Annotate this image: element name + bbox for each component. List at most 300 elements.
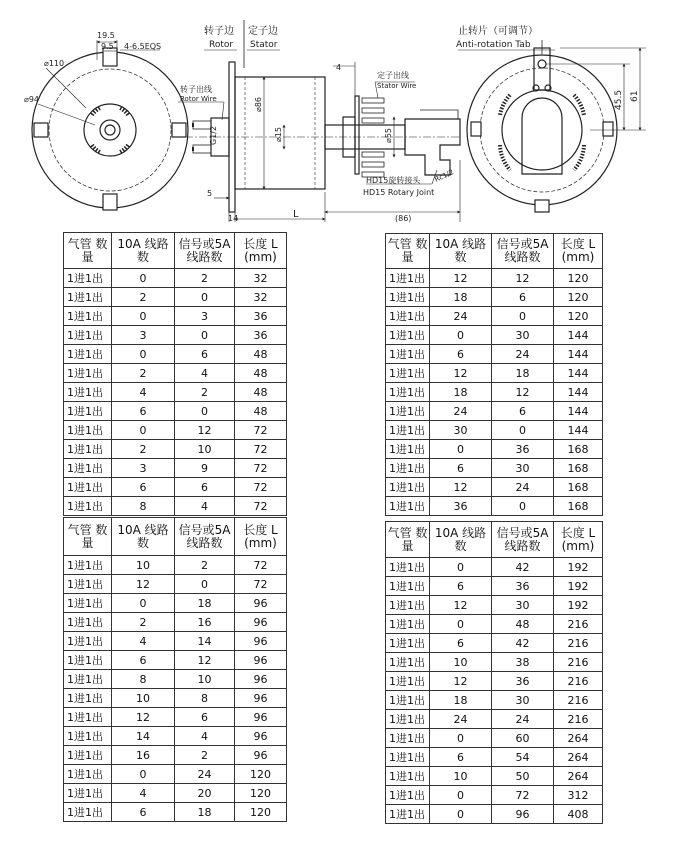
cell-10a-circuits: 3 [112, 459, 175, 478]
cell-length: 72 [235, 478, 287, 497]
cell-10a-circuits: 18 [430, 383, 492, 402]
table-row [386, 269, 603, 288]
cell-air-pipes: 1进1出 [64, 364, 112, 383]
cell-signal-5a-circuits: 0 [175, 288, 235, 307]
cell-length: 96 [235, 651, 287, 670]
table-row [386, 615, 603, 634]
cell-length: 168 [554, 459, 603, 478]
cell-signal-5a-circuits: 2 [175, 746, 235, 765]
dim-14: 14 [228, 214, 239, 223]
table-row [64, 727, 287, 746]
cell-10a-circuits: 2 [112, 440, 175, 459]
cell-length: 72 [235, 497, 287, 516]
cell-length: 192 [554, 558, 603, 577]
dim-61: 61 [630, 90, 640, 102]
cell-air-pipes: 1进1出 [64, 288, 112, 307]
cell-length: 96 [235, 670, 287, 689]
stator-wire-en: Stator Wire [377, 82, 417, 90]
cell-air-pipes: 1进1出 [386, 805, 430, 824]
cell-length: 36 [235, 307, 287, 326]
cell-length: 144 [554, 383, 603, 402]
rotor-side-en: Rotor [209, 40, 234, 50]
table-row [64, 613, 287, 632]
cell-signal-5a-circuits: 10 [175, 670, 235, 689]
cell-air-pipes: 1进1出 [386, 478, 430, 497]
dim-5: 5 [207, 189, 213, 198]
cell-length: 120 [554, 307, 603, 326]
cell-10a-circuits: 0 [430, 805, 492, 824]
cell-length: 216 [554, 653, 603, 672]
cell-signal-5a-circuits: 54 [492, 748, 554, 767]
dim-86-paren: (86) [395, 214, 412, 223]
cell-length: 144 [554, 345, 603, 364]
table-row [386, 421, 603, 440]
cell-air-pipes: 1进1出 [386, 421, 430, 440]
table-row [64, 803, 287, 822]
cell-length: 72 [235, 556, 287, 575]
cell-length: 192 [554, 577, 603, 596]
header-air-pipes: 气管 数量 [386, 522, 430, 558]
cell-signal-5a-circuits: 6 [175, 345, 235, 364]
spec-table-4 [385, 521, 603, 824]
cell-signal-5a-circuits: 6 [175, 708, 235, 727]
spec-table-1 [63, 232, 287, 516]
cell-length: 96 [235, 689, 287, 708]
cell-air-pipes: 1进1出 [64, 594, 112, 613]
cell-10a-circuits: 12 [430, 672, 492, 691]
cell-length: 96 [235, 594, 287, 613]
cell-10a-circuits: 6 [430, 748, 492, 767]
cell-10a-circuits: 0 [112, 421, 175, 440]
cell-air-pipes: 1进1出 [386, 615, 430, 634]
cell-air-pipes: 1进1出 [64, 269, 112, 288]
cell-10a-circuits: 6 [430, 345, 492, 364]
cell-10a-circuits: 14 [112, 727, 175, 746]
cell-10a-circuits: 18 [430, 288, 492, 307]
stator-side-en: Stator [250, 40, 278, 50]
header-air-pipes: 气管 数量 [64, 518, 112, 556]
dim-4: 4 [336, 63, 342, 72]
table-row [386, 326, 603, 345]
cell-length: 96 [235, 632, 287, 651]
cell-signal-5a-circuits: 20 [175, 784, 235, 803]
table-row [64, 689, 287, 708]
table-row [64, 594, 287, 613]
cell-air-pipes: 1进1出 [64, 326, 112, 345]
cell-10a-circuits: 2 [112, 613, 175, 632]
stator-wire-cn: 定子出线 [377, 71, 409, 80]
cell-length: 216 [554, 634, 603, 653]
dim-d55: ⌀55 [384, 128, 393, 143]
cell-signal-5a-circuits: 3 [175, 307, 235, 326]
cell-air-pipes: 1进1出 [386, 786, 430, 805]
cell-length: 96 [235, 727, 287, 746]
cell-signal-5a-circuits: 2 [175, 556, 235, 575]
cell-air-pipes: 1进1出 [386, 288, 430, 307]
cell-signal-5a-circuits: 12 [175, 421, 235, 440]
cell-signal-5a-circuits: 0 [492, 497, 554, 516]
cell-length: 312 [554, 786, 603, 805]
cell-signal-5a-circuits: 0 [492, 307, 554, 326]
cell-10a-circuits: 0 [112, 307, 175, 326]
header-length: 长度 L (mm) [554, 234, 603, 269]
cell-signal-5a-circuits: 0 [175, 575, 235, 594]
table-row [64, 288, 287, 307]
table-row [64, 364, 287, 383]
cell-10a-circuits: 24 [430, 710, 492, 729]
header-length: 长度 L (mm) [235, 233, 287, 269]
cell-air-pipes: 1进1出 [386, 748, 430, 767]
cell-signal-5a-circuits: 18 [175, 594, 235, 613]
cell-length: 72 [235, 575, 287, 594]
cell-signal-5a-circuits: 18 [492, 364, 554, 383]
cell-air-pipes: 1进1出 [386, 767, 430, 786]
table-row [64, 746, 287, 765]
cell-10a-circuits: 6 [112, 478, 175, 497]
cell-signal-5a-circuits: 10 [175, 440, 235, 459]
header-air-pipes: 气管 数量 [386, 234, 430, 269]
cell-10a-circuits: 0 [112, 345, 175, 364]
cell-10a-circuits: 30 [430, 421, 492, 440]
cell-10a-circuits: 12 [430, 596, 492, 615]
cell-signal-5a-circuits: 42 [492, 634, 554, 653]
table-row [386, 478, 603, 497]
table-row [386, 691, 603, 710]
cell-air-pipes: 1进1出 [386, 497, 430, 516]
cell-air-pipes: 1进1出 [386, 459, 430, 478]
cell-length: 168 [554, 440, 603, 459]
cell-10a-circuits: 12 [112, 575, 175, 594]
header-length: 长度 L (mm) [235, 518, 287, 556]
cell-length: 408 [554, 805, 603, 824]
cell-length: 72 [235, 440, 287, 459]
rear-view-right [458, 40, 646, 212]
dim-9-5: 9.5 [101, 42, 114, 51]
cell-10a-circuits: 10 [430, 653, 492, 672]
cell-10a-circuits: 6 [430, 577, 492, 596]
table-row [386, 672, 603, 691]
cell-10a-circuits: 16 [112, 746, 175, 765]
cell-length: 120 [235, 803, 287, 822]
cell-length: 264 [554, 767, 603, 786]
cell-10a-circuits: 0 [430, 729, 492, 748]
cell-signal-5a-circuits: 2 [175, 269, 235, 288]
cell-signal-5a-circuits: 60 [492, 729, 554, 748]
cell-length: 216 [554, 615, 603, 634]
cell-air-pipes: 1进1出 [64, 727, 112, 746]
table-row [64, 307, 287, 326]
anti-rotation-cn: 止转片（可调节） [458, 26, 538, 37]
table-row [64, 556, 287, 575]
cell-10a-circuits: 0 [430, 615, 492, 634]
rotary-joint-cn: HD15旋转接头 [366, 176, 421, 185]
cell-air-pipes: 1进1出 [64, 402, 112, 421]
table-row [386, 710, 603, 729]
cell-signal-5a-circuits: 30 [492, 596, 554, 615]
cell-air-pipes: 1进1出 [386, 691, 430, 710]
anti-rotation-en: Anti-rotation Tab [456, 40, 531, 50]
table-row [386, 653, 603, 672]
table-row [64, 402, 287, 421]
cell-air-pipes: 1进1出 [386, 596, 430, 615]
cell-air-pipes: 1进1出 [386, 364, 430, 383]
cell-signal-5a-circuits: 4 [175, 497, 235, 516]
cell-signal-5a-circuits: 4 [175, 364, 235, 383]
cell-signal-5a-circuits: 30 [492, 459, 554, 478]
table-row [64, 784, 287, 803]
cell-signal-5a-circuits: 48 [492, 615, 554, 634]
table-row [386, 748, 603, 767]
table-row [386, 440, 603, 459]
cell-10a-circuits: 6 [112, 402, 175, 421]
header-length: 长度 L (mm) [554, 522, 603, 558]
spec-table-3 [63, 517, 287, 822]
cell-length: 48 [235, 402, 287, 421]
cell-air-pipes: 1进1出 [386, 710, 430, 729]
cell-length: 72 [235, 421, 287, 440]
cell-10a-circuits: 0 [112, 765, 175, 784]
cell-air-pipes: 1进1出 [386, 307, 430, 326]
cell-10a-circuits: 10 [112, 556, 175, 575]
table-row [64, 765, 287, 784]
dim-d86: ⌀86 [254, 97, 263, 112]
technical-drawing [0, 0, 681, 230]
cell-air-pipes: 1进1出 [64, 765, 112, 784]
table-row [64, 632, 287, 651]
cell-signal-5a-circuits: 36 [492, 672, 554, 691]
rotor-wire-cn: 转子出线 [180, 85, 212, 94]
cell-air-pipes: 1进1出 [386, 634, 430, 653]
table-row [386, 767, 603, 786]
cell-10a-circuits: 12 [430, 269, 492, 288]
cell-length: 96 [235, 708, 287, 727]
cell-air-pipes: 1进1出 [386, 326, 430, 345]
cell-10a-circuits: 0 [430, 786, 492, 805]
header-signal-5a-circuits: 信号或5A 线路数 [175, 233, 235, 269]
cell-length: 32 [235, 288, 287, 307]
cell-10a-circuits: 0 [112, 594, 175, 613]
cell-length: 120 [235, 765, 287, 784]
table-row [386, 402, 603, 421]
dim-holes: 4-6.5EQS [124, 42, 162, 51]
rotary-joint-en: HD15 Rotary Joint [363, 188, 435, 197]
cell-signal-5a-circuits: 24 [175, 765, 235, 784]
cell-air-pipes: 1进1出 [64, 670, 112, 689]
table-row [64, 708, 287, 727]
cell-air-pipes: 1进1出 [64, 497, 112, 516]
table-row [64, 326, 287, 345]
cell-air-pipes: 1进1出 [64, 613, 112, 632]
cell-10a-circuits: 36 [430, 497, 492, 516]
cell-air-pipes: 1进1出 [64, 651, 112, 670]
cell-air-pipes: 1进1出 [64, 440, 112, 459]
cell-10a-circuits: 8 [112, 497, 175, 516]
cell-length: 96 [235, 746, 287, 765]
cell-length: 216 [554, 710, 603, 729]
cell-10a-circuits: 8 [112, 670, 175, 689]
cell-10a-circuits: 12 [430, 478, 492, 497]
cell-air-pipes: 1进1出 [386, 383, 430, 402]
dim-L: L [293, 209, 299, 220]
cell-signal-5a-circuits: 50 [492, 767, 554, 786]
cell-signal-5a-circuits: 12 [492, 269, 554, 288]
cell-length: 48 [235, 345, 287, 364]
cell-air-pipes: 1进1出 [64, 556, 112, 575]
cell-air-pipes: 1进1出 [64, 575, 112, 594]
cell-signal-5a-circuits: 36 [492, 440, 554, 459]
cell-10a-circuits: 24 [430, 307, 492, 326]
cell-length: 120 [554, 288, 603, 307]
cell-signal-5a-circuits: 96 [492, 805, 554, 824]
cell-length: 72 [235, 459, 287, 478]
table-row [386, 805, 603, 824]
cell-length: 120 [554, 269, 603, 288]
cell-air-pipes: 1进1出 [64, 784, 112, 803]
cell-signal-5a-circuits: 0 [492, 421, 554, 440]
table-row [386, 459, 603, 478]
cell-10a-circuits: 10 [112, 689, 175, 708]
dim-45-5: 45.5 [614, 89, 624, 110]
cell-10a-circuits: 10 [430, 767, 492, 786]
cell-air-pipes: 1进1出 [64, 307, 112, 326]
cell-length: 168 [554, 478, 603, 497]
cell-air-pipes: 1进1出 [64, 689, 112, 708]
table-row [386, 364, 603, 383]
header-signal-5a-circuits: 信号或5A 线路数 [492, 234, 554, 269]
cell-air-pipes: 1进1出 [64, 746, 112, 765]
cell-10a-circuits: 6 [430, 634, 492, 653]
table-row [64, 345, 287, 364]
cell-length: 144 [554, 421, 603, 440]
cell-length: 216 [554, 691, 603, 710]
cell-length: 32 [235, 269, 287, 288]
cell-10a-circuits: 12 [112, 708, 175, 727]
cell-air-pipes: 1进1出 [64, 478, 112, 497]
dim-d110: ⌀110 [44, 59, 65, 68]
cell-signal-5a-circuits: 24 [492, 478, 554, 497]
cell-10a-circuits: 6 [430, 459, 492, 478]
cell-length: 144 [554, 326, 603, 345]
cell-air-pipes: 1进1出 [64, 803, 112, 822]
header-signal-5a-circuits: 信号或5A 线路数 [175, 518, 235, 556]
cell-length: 144 [554, 364, 603, 383]
cell-air-pipes: 1进1出 [386, 653, 430, 672]
table-row [386, 497, 603, 516]
cell-air-pipes: 1进1出 [386, 440, 430, 459]
table-row [386, 786, 603, 805]
table-row [386, 345, 603, 364]
cell-10a-circuits: 0 [430, 558, 492, 577]
cell-air-pipes: 1进1出 [64, 345, 112, 364]
cell-air-pipes: 1进1出 [64, 708, 112, 727]
cell-10a-circuits: 2 [112, 364, 175, 383]
cell-air-pipes: 1进1出 [386, 672, 430, 691]
cell-signal-5a-circuits: 16 [175, 613, 235, 632]
cell-signal-5a-circuits: 2 [175, 383, 235, 402]
cell-10a-circuits: 18 [430, 691, 492, 710]
cell-signal-5a-circuits: 36 [492, 577, 554, 596]
cell-10a-circuits: 0 [112, 269, 175, 288]
header-signal-5a-circuits: 信号或5A 线路数 [492, 522, 554, 558]
cell-air-pipes: 1进1出 [64, 632, 112, 651]
header-10a-circuits: 10A 线路数 [430, 522, 492, 558]
cell-signal-5a-circuits: 6 [175, 478, 235, 497]
cell-10a-circuits: 4 [112, 784, 175, 803]
cell-air-pipes: 1进1出 [64, 459, 112, 478]
dim-d94: ⌀94 [24, 95, 39, 104]
cell-air-pipes: 1进1出 [386, 345, 430, 364]
dim-rc1-2: Rc1/2 [433, 168, 455, 184]
table-row [64, 421, 287, 440]
cell-10a-circuits: 4 [112, 632, 175, 651]
table-row [64, 670, 287, 689]
table-row [386, 288, 603, 307]
cell-10a-circuits: 3 [112, 326, 175, 345]
cell-air-pipes: 1进1出 [386, 402, 430, 421]
table-row [386, 558, 603, 577]
cell-signal-5a-circuits: 0 [175, 326, 235, 345]
table-row [64, 383, 287, 402]
cell-length: 36 [235, 326, 287, 345]
cell-signal-5a-circuits: 12 [175, 651, 235, 670]
cell-signal-5a-circuits: 6 [492, 288, 554, 307]
cell-length: 48 [235, 364, 287, 383]
table-row [64, 651, 287, 670]
cell-signal-5a-circuits: 0 [175, 402, 235, 421]
cell-10a-circuits: 6 [112, 651, 175, 670]
cell-signal-5a-circuits: 14 [175, 632, 235, 651]
cell-signal-5a-circuits: 9 [175, 459, 235, 478]
cell-signal-5a-circuits: 4 [175, 727, 235, 746]
cell-signal-5a-circuits: 42 [492, 558, 554, 577]
cell-length: 168 [554, 497, 603, 516]
table-row [386, 729, 603, 748]
table-row [386, 577, 603, 596]
cell-air-pipes: 1进1出 [64, 383, 112, 402]
dim-19-5: 19.5 [97, 31, 115, 40]
cell-length: 48 [235, 383, 287, 402]
cell-length: 96 [235, 613, 287, 632]
cell-10a-circuits: 24 [430, 402, 492, 421]
table-row [64, 478, 287, 497]
cell-signal-5a-circuits: 38 [492, 653, 554, 672]
header-10a-circuits: 10A 线路数 [430, 234, 492, 269]
cell-signal-5a-circuits: 24 [492, 710, 554, 729]
table-row [386, 307, 603, 326]
table-row [64, 575, 287, 594]
cell-10a-circuits: 6 [112, 803, 175, 822]
table-row [386, 634, 603, 653]
table-row [386, 596, 603, 615]
cell-air-pipes: 1进1出 [64, 421, 112, 440]
cell-length: 264 [554, 729, 603, 748]
table-row [386, 383, 603, 402]
cell-signal-5a-circuits: 24 [492, 345, 554, 364]
table-row [64, 497, 287, 516]
dim-d15: ⌀15 [274, 127, 283, 142]
cell-signal-5a-circuits: 8 [175, 689, 235, 708]
table-row [64, 459, 287, 478]
cell-10a-circuits: 2 [112, 288, 175, 307]
cell-signal-5a-circuits: 18 [175, 803, 235, 822]
cell-10a-circuits: 12 [430, 364, 492, 383]
cell-signal-5a-circuits: 12 [492, 383, 554, 402]
header-10a-circuits: 10A 线路数 [112, 233, 175, 269]
cell-10a-circuits: 0 [430, 440, 492, 459]
rotor-side-cn: 转子边 [204, 26, 234, 37]
cell-air-pipes: 1进1出 [386, 269, 430, 288]
cell-signal-5a-circuits: 30 [492, 326, 554, 345]
